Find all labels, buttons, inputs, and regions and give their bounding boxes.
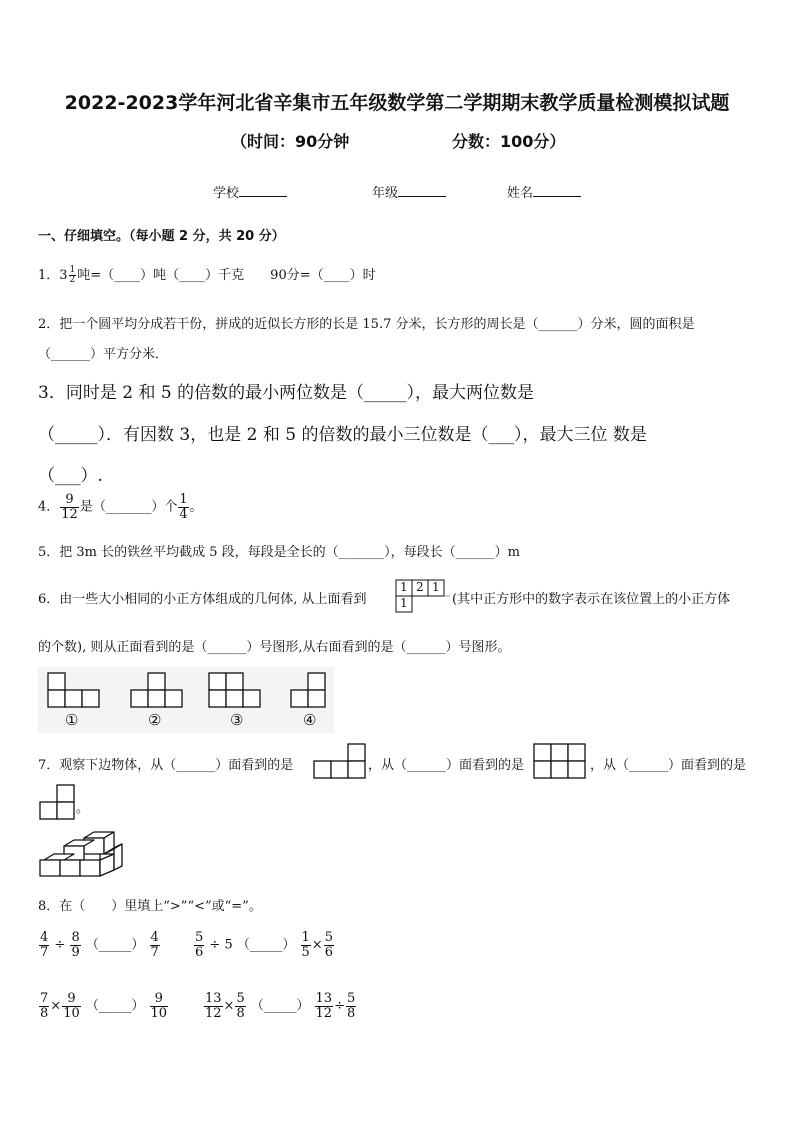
fraction: $\frac{9}{10}$ (63, 991, 80, 1021)
fraction: $\frac{4}{7}$ (40, 930, 49, 960)
operator: ÷ 5 (209, 937, 233, 953)
operator: ÷ (54, 937, 66, 953)
section-title: 一、仔细填空。（每小题 2 分，共 20 分） (38, 229, 285, 244)
name-blank[interactable] (533, 184, 581, 197)
page-title: 2022-2023学年河北省辛集市五年级数学第二学期期末教学质量检测模拟试题 (64, 92, 730, 114)
grid-cell-2: 2 (416, 580, 424, 594)
fraction: $\frac{5}{8}$ (236, 991, 245, 1021)
question-3-line2: （_____）．有因数 3，也是 2 和 5 的倍数的最小三位数是（___），最大三位 数是 (38, 425, 647, 445)
question-2-line2: （______）平方分米． (38, 347, 169, 362)
q7-view-3 (38, 784, 78, 820)
operator: × (223, 998, 235, 1014)
school-field (213, 182, 287, 201)
question-3-line1: 3．同时是 2 和 5 的倍数的最小两位数是（_____），最大两位数是 (38, 383, 535, 403)
fraction: $\frac{5}{6}$ (195, 930, 204, 960)
operator: ÷ (334, 998, 345, 1014)
answer-blank[interactable]: （_____） (250, 998, 310, 1014)
grade-label: 年级 (372, 186, 399, 201)
answer-blank[interactable]: （_____） (85, 998, 145, 1014)
question-6-line2: 的个数), 则从正面看到的是（______）号图形,从右面看到的是（______）号图形。 (38, 640, 511, 655)
operator: × (50, 998, 62, 1014)
answer-blank[interactable]: （_____） (236, 937, 296, 953)
time-label: （时间：90分钟 (231, 132, 350, 151)
q4-fraction-1: $\frac{9}{12}$ (61, 492, 78, 522)
q1-number: 1．3 (38, 268, 68, 283)
name-field (507, 182, 581, 201)
option-2-label: ② (148, 711, 162, 729)
fraction: $\frac{5}{6}$ (324, 930, 333, 960)
top-view-grid (395, 579, 451, 615)
q8-row1-item1 (38, 931, 161, 959)
q4-number: 4． (38, 499, 60, 515)
question-6-line1b: (其中正方形中的数字表示在该位置上的小正方体 (452, 592, 731, 607)
question-1 (38, 264, 376, 285)
question-4 (38, 493, 203, 521)
question-8-title: 8．在（ ）里填上“>”“<”或“=”。 (38, 899, 262, 914)
answer-blank[interactable]: （_____） (85, 937, 145, 953)
question-7-part2: ，从（______）面看到的是 (368, 758, 525, 773)
q7-view-1 (312, 743, 368, 779)
grid-cell-4: 1 (400, 596, 408, 610)
q8-row2-item2 (203, 992, 357, 1020)
q7-solid-figure (38, 828, 124, 878)
question-7-part1: 7．观察下边物体，从（______）面看到的是 (38, 758, 294, 773)
score-label: 分数：100分） (452, 132, 566, 151)
school-label: 学校 (213, 186, 240, 201)
question-3-line3: （___）. (38, 466, 103, 486)
question-7-part3: ，从（______）面看到的是 (590, 758, 747, 773)
q4-mid: 是（_______）个 (79, 499, 178, 515)
q8-row1-item2 (193, 931, 335, 959)
question-7-end: 。 (76, 801, 90, 816)
fraction: $\frac{1}{5}$ (301, 930, 310, 960)
school-blank[interactable] (239, 184, 287, 197)
q6-options-panel (38, 667, 334, 733)
name-label: 姓名 (507, 186, 534, 201)
question-5: 5．把 3m 长的铁丝平均截成 5 段，每段是全长的（_______），每段长（______）m (38, 545, 520, 560)
fraction: $\frac{4}{7}$ (150, 930, 159, 960)
fraction: $\frac{9}{10}$ (150, 991, 168, 1021)
q1-text: 吨=（____）吨（____）千克 90分=（____）时 (77, 268, 376, 283)
q1-fraction: $\frac{1}{2}$ (69, 264, 76, 285)
option-1-label: ① (65, 711, 79, 729)
grid-cell-1: 1 (400, 580, 408, 594)
grade-blank[interactable] (398, 184, 446, 197)
grid-cell-3: 1 (432, 580, 440, 594)
question-6-line1a: 6．由一些大小相同的小正方体组成的几何体, 从上面看到 (38, 592, 367, 607)
option-3-label: ③ (230, 711, 244, 729)
option-4-label: ④ (303, 711, 317, 729)
question-2-line1: 2．把一个圆平均分成若干份，拼成的近似长方形的长是 15.7 分米，长方形的周长是（______）分米，圆的面积是 (38, 317, 695, 332)
fraction: $\frac{13}{12}$ (205, 991, 222, 1021)
q7-view-2 (532, 743, 588, 779)
q4-fraction-2: $\frac{1}{4}$ (179, 492, 188, 522)
q8-row2-item1 (38, 992, 169, 1020)
fraction: $\frac{8}{9}$ (71, 930, 80, 960)
fraction: $\frac{7}{8}$ (40, 991, 49, 1021)
operator: × (311, 937, 323, 953)
fraction: $\frac{13}{12}$ (315, 991, 333, 1021)
fraction: $\frac{5}{8}$ (346, 991, 356, 1021)
q4-end: 。 (189, 499, 203, 515)
grade-field (372, 182, 446, 201)
